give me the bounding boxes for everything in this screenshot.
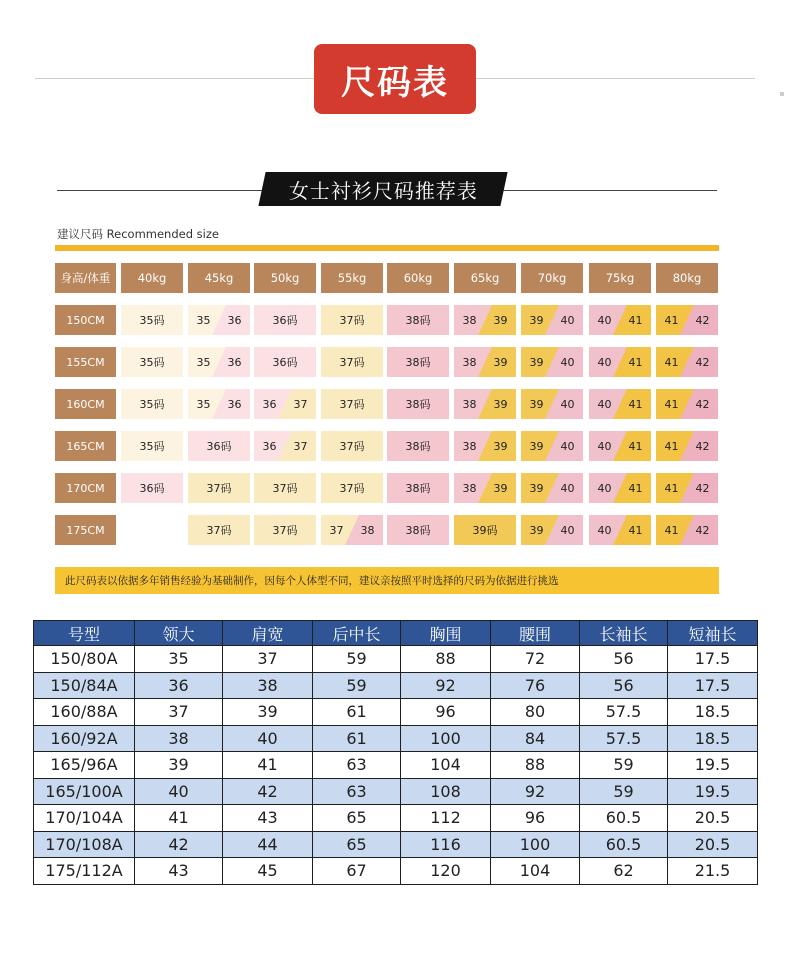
spec-table-cell: 37 — [135, 699, 223, 726]
size-cell: 37码 — [188, 515, 250, 545]
size-cell: 37码 — [321, 431, 383, 461]
spec-table-cell: 57.5 — [580, 699, 668, 726]
spec-table-cell: 108 — [401, 778, 491, 805]
size-value-high: 39 — [493, 313, 508, 327]
weight-header: 40kg — [121, 263, 183, 293]
spec-table-cell: 170/104A — [34, 805, 135, 832]
spec-table-cell: 104 — [491, 858, 580, 885]
size-cell — [521, 389, 583, 419]
spec-table-cell: 116 — [401, 831, 491, 858]
size-value-high: 40 — [560, 481, 575, 495]
spec-table-cell: 92 — [401, 672, 491, 699]
size-cell — [188, 305, 250, 335]
size-value-high: 39 — [493, 481, 508, 495]
size-cell: 36码 — [188, 431, 250, 461]
spec-table-cell: 160/92A — [34, 725, 135, 752]
spec-table-cell: 44 — [223, 831, 313, 858]
size-cell — [254, 431, 316, 461]
spec-table-cell: 160/88A — [34, 699, 135, 726]
spec-column-header: 腰围 — [491, 621, 580, 646]
size-value-low: 41 — [664, 397, 679, 411]
size-cell — [521, 473, 583, 503]
spec-table-row — [34, 725, 758, 752]
size-value-low: 40 — [597, 481, 612, 495]
size-value-high: 42 — [695, 439, 710, 453]
size-cell: 35码 — [121, 431, 183, 461]
size-cell: 37码 — [321, 473, 383, 503]
size-value-high: 41 — [628, 355, 643, 369]
size-cell: 38码 — [387, 347, 449, 377]
spec-table-cell: 65 — [313, 831, 401, 858]
size-cell — [454, 473, 516, 503]
spec-table-cell: 63 — [313, 752, 401, 779]
spec-table-cell: 62 — [580, 858, 668, 885]
size-cell — [188, 389, 250, 419]
spec-table-cell: 65 — [313, 805, 401, 832]
size-spec-table — [33, 620, 758, 885]
spec-table-cell: 76 — [491, 672, 580, 699]
size-cell — [589, 389, 651, 419]
weight-header: 60kg — [387, 263, 449, 293]
spec-table-cell: 60.5 — [580, 831, 668, 858]
size-value-high: 37 — [293, 397, 308, 411]
spec-table-cell: 120 — [401, 858, 491, 885]
spec-table-row — [34, 778, 758, 805]
page-title-badge: 尺码表 — [314, 44, 476, 114]
height-label: 175CM — [55, 515, 116, 545]
size-value-low: 39 — [529, 439, 544, 453]
size-cell: 37码 — [321, 347, 383, 377]
spec-table-cell: 96 — [491, 805, 580, 832]
size-cell — [656, 431, 718, 461]
height-label: 165CM — [55, 431, 116, 461]
spec-table-row — [34, 699, 758, 726]
spec-table-cell: 60.5 — [580, 805, 668, 832]
size-cell — [454, 347, 516, 377]
size-cell — [589, 515, 651, 545]
spec-table-cell: 41 — [223, 752, 313, 779]
spec-table-cell: 72 — [491, 646, 580, 673]
spec-column-header: 号型 — [34, 621, 135, 646]
spec-table-cell: 165/96A — [34, 752, 135, 779]
spec-table-row — [34, 831, 758, 858]
recommended-size-label: 建议尺码 Recommended size — [57, 227, 219, 241]
spec-table-cell: 38 — [223, 672, 313, 699]
spec-table-cell: 19.5 — [668, 752, 758, 779]
size-value-high: 36 — [227, 397, 242, 411]
spec-table-cell: 92 — [491, 778, 580, 805]
size-cell — [254, 389, 316, 419]
size-cell: 38码 — [387, 389, 449, 419]
spec-table-cell: 42 — [223, 778, 313, 805]
size-value-high: 39 — [493, 355, 508, 369]
size-value-low: 40 — [597, 355, 612, 369]
size-cell — [656, 515, 718, 545]
spec-table-cell: 42 — [135, 831, 223, 858]
size-cell: 38码 — [387, 431, 449, 461]
size-value-high: 42 — [695, 523, 710, 537]
size-cell: 37码 — [321, 305, 383, 335]
size-cell — [589, 305, 651, 335]
size-cell — [454, 431, 516, 461]
size-cell — [521, 431, 583, 461]
size-value-high: 42 — [695, 481, 710, 495]
size-value-low: 41 — [664, 481, 679, 495]
spec-table-cell: 88 — [491, 752, 580, 779]
size-value-high: 37 — [293, 439, 308, 453]
size-cell — [188, 347, 250, 377]
spec-table-cell: 67 — [313, 858, 401, 885]
size-cell: 35码 — [121, 347, 183, 377]
size-value-low: 41 — [664, 523, 679, 537]
size-value-low: 38 — [462, 355, 477, 369]
spec-table-cell: 61 — [313, 725, 401, 752]
size-cell — [521, 515, 583, 545]
size-value-high: 39 — [493, 397, 508, 411]
size-cell — [521, 305, 583, 335]
size-value-high: 40 — [560, 313, 575, 327]
spec-column-header: 短袖长 — [668, 621, 758, 646]
size-value-low: 35 — [196, 397, 211, 411]
weight-header: 45kg — [188, 263, 250, 293]
spec-table-row — [34, 672, 758, 699]
spec-table-cell: 36 — [135, 672, 223, 699]
spec-table-row — [34, 858, 758, 885]
size-value-low: 36 — [262, 439, 277, 453]
recommendation-note: 此尺码表以依据多年销售经验为基础制作，因每个人体型不同，建议亲按照平时选择的尺码为依据进行挑选 — [55, 567, 719, 594]
spec-table-row — [34, 646, 758, 673]
size-value-low: 40 — [597, 313, 612, 327]
spec-table-header-row — [34, 621, 758, 646]
spec-table-cell: 17.5 — [668, 646, 758, 673]
size-value-low: 41 — [664, 439, 679, 453]
size-value-low: 39 — [529, 481, 544, 495]
height-label: 170CM — [55, 473, 116, 503]
size-cell: 37码 — [254, 515, 316, 545]
size-cell: 37码 — [321, 389, 383, 419]
weight-header: 55kg — [321, 263, 383, 293]
size-value-high: 40 — [560, 355, 575, 369]
spec-table-cell: 56 — [580, 672, 668, 699]
size-cell: 35码 — [121, 389, 183, 419]
spec-table-cell: 61 — [313, 699, 401, 726]
weight-header: 65kg — [454, 263, 516, 293]
size-cell — [656, 473, 718, 503]
size-cell: 36码 — [254, 347, 316, 377]
size-value-high: 39 — [493, 439, 508, 453]
grid-corner-label: 身高/体重 — [55, 263, 116, 293]
size-cell: 36码 — [254, 305, 316, 335]
size-cell: 37码 — [254, 473, 316, 503]
size-value-low: 39 — [529, 523, 544, 537]
spec-table-cell: 63 — [313, 778, 401, 805]
size-value-low: 38 — [462, 481, 477, 495]
size-cell — [656, 389, 718, 419]
spec-table-cell: 43 — [135, 858, 223, 885]
spec-table-row — [34, 805, 758, 832]
size-value-high: 38 — [360, 523, 375, 537]
size-cell: 38码 — [387, 305, 449, 335]
yellow-bar — [55, 245, 719, 251]
size-cell: 38码 — [387, 515, 449, 545]
spec-column-header: 领大 — [135, 621, 223, 646]
spec-table-cell: 40 — [223, 725, 313, 752]
size-cell — [121, 515, 183, 545]
spec-table-cell: 150/80A — [34, 646, 135, 673]
size-value-high: 40 — [560, 523, 575, 537]
spec-table-cell: 21.5 — [668, 858, 758, 885]
spec-table-cell: 170/108A — [34, 831, 135, 858]
size-value-low: 39 — [529, 355, 544, 369]
decor-dot — [780, 92, 784, 96]
size-value-high: 36 — [227, 313, 242, 327]
size-cell — [656, 305, 718, 335]
size-value-high: 41 — [628, 481, 643, 495]
spec-table-cell: 59 — [580, 778, 668, 805]
size-value-high: 42 — [695, 355, 710, 369]
spec-table-cell: 18.5 — [668, 699, 758, 726]
size-value-high: 42 — [695, 397, 710, 411]
size-value-high: 41 — [628, 439, 643, 453]
spec-table-cell: 20.5 — [668, 831, 758, 858]
spec-table-cell: 56 — [580, 646, 668, 673]
weight-header: 75kg — [589, 263, 651, 293]
spec-table-cell: 59 — [313, 672, 401, 699]
spec-table-cell: 57.5 — [580, 725, 668, 752]
size-cell: 35码 — [121, 305, 183, 335]
rec-subtitle — [258, 172, 507, 206]
spec-table-cell: 39 — [135, 752, 223, 779]
weight-header: 50kg — [254, 263, 316, 293]
size-cell: 36码 — [121, 473, 183, 503]
spec-table-row — [34, 752, 758, 779]
size-value-low: 40 — [597, 439, 612, 453]
spec-table-cell: 80 — [491, 699, 580, 726]
size-cell — [589, 473, 651, 503]
spec-table-cell: 20.5 — [668, 805, 758, 832]
spec-table-cell: 45 — [223, 858, 313, 885]
spec-table-cell: 18.5 — [668, 725, 758, 752]
size-cell — [521, 347, 583, 377]
spec-column-header: 后中长 — [313, 621, 401, 646]
size-cell — [589, 347, 651, 377]
spec-table-cell: 84 — [491, 725, 580, 752]
size-value-low: 38 — [462, 313, 477, 327]
spec-table-cell: 104 — [401, 752, 491, 779]
spec-table-cell: 59 — [313, 646, 401, 673]
size-cell — [454, 305, 516, 335]
spec-table-cell: 17.5 — [668, 672, 758, 699]
spec-table-cell: 150/84A — [34, 672, 135, 699]
size-value-low: 38 — [462, 439, 477, 453]
spec-table-cell: 96 — [401, 699, 491, 726]
size-value-low: 41 — [664, 355, 679, 369]
size-cell — [589, 431, 651, 461]
height-label: 155CM — [55, 347, 116, 377]
size-value-low: 41 — [664, 313, 679, 327]
height-label: 150CM — [55, 305, 116, 335]
size-value-low: 35 — [196, 355, 211, 369]
size-cell: 38码 — [387, 473, 449, 503]
size-value-high: 42 — [695, 313, 710, 327]
spec-table-cell: 19.5 — [668, 778, 758, 805]
size-value-low: 35 — [196, 313, 211, 327]
size-value-low: 39 — [529, 313, 544, 327]
size-value-low: 40 — [597, 523, 612, 537]
spec-table-cell: 43 — [223, 805, 313, 832]
spec-column-header: 长袖长 — [580, 621, 668, 646]
rec-subtitle-text: 女士衬衫尺码推荐表 — [288, 178, 478, 203]
spec-table-cell: 100 — [491, 831, 580, 858]
weight-header: 80kg — [656, 263, 718, 293]
spec-table-cell: 39 — [223, 699, 313, 726]
spec-table-cell: 112 — [401, 805, 491, 832]
spec-table-cell: 100 — [401, 725, 491, 752]
size-cell — [321, 515, 383, 545]
size-value-high: 41 — [628, 397, 643, 411]
size-cell — [656, 347, 718, 377]
spec-table-cell: 40 — [135, 778, 223, 805]
spec-table-cell: 38 — [135, 725, 223, 752]
spec-table-cell: 165/100A — [34, 778, 135, 805]
size-value-high: 41 — [628, 523, 643, 537]
spec-table-cell: 37 — [223, 646, 313, 673]
size-cell: 39码 — [454, 515, 516, 545]
size-value-high: 41 — [628, 313, 643, 327]
spec-column-header: 肩宽 — [223, 621, 313, 646]
size-value-high: 40 — [560, 439, 575, 453]
size-value-low: 37 — [329, 523, 344, 537]
spec-table-cell: 88 — [401, 646, 491, 673]
size-value-low: 36 — [262, 397, 277, 411]
size-value-low: 40 — [597, 397, 612, 411]
spec-column-header: 胸围 — [401, 621, 491, 646]
size-value-high: 36 — [227, 355, 242, 369]
size-value-low: 38 — [462, 397, 477, 411]
size-cell — [454, 389, 516, 419]
spec-table-cell: 35 — [135, 646, 223, 673]
size-cell: 37码 — [188, 473, 250, 503]
spec-table-cell: 41 — [135, 805, 223, 832]
size-value-high: 40 — [560, 397, 575, 411]
spec-table-cell: 59 — [580, 752, 668, 779]
weight-header: 70kg — [521, 263, 583, 293]
height-label: 160CM — [55, 389, 116, 419]
spec-table-cell: 175/112A — [34, 858, 135, 885]
size-value-low: 39 — [529, 397, 544, 411]
